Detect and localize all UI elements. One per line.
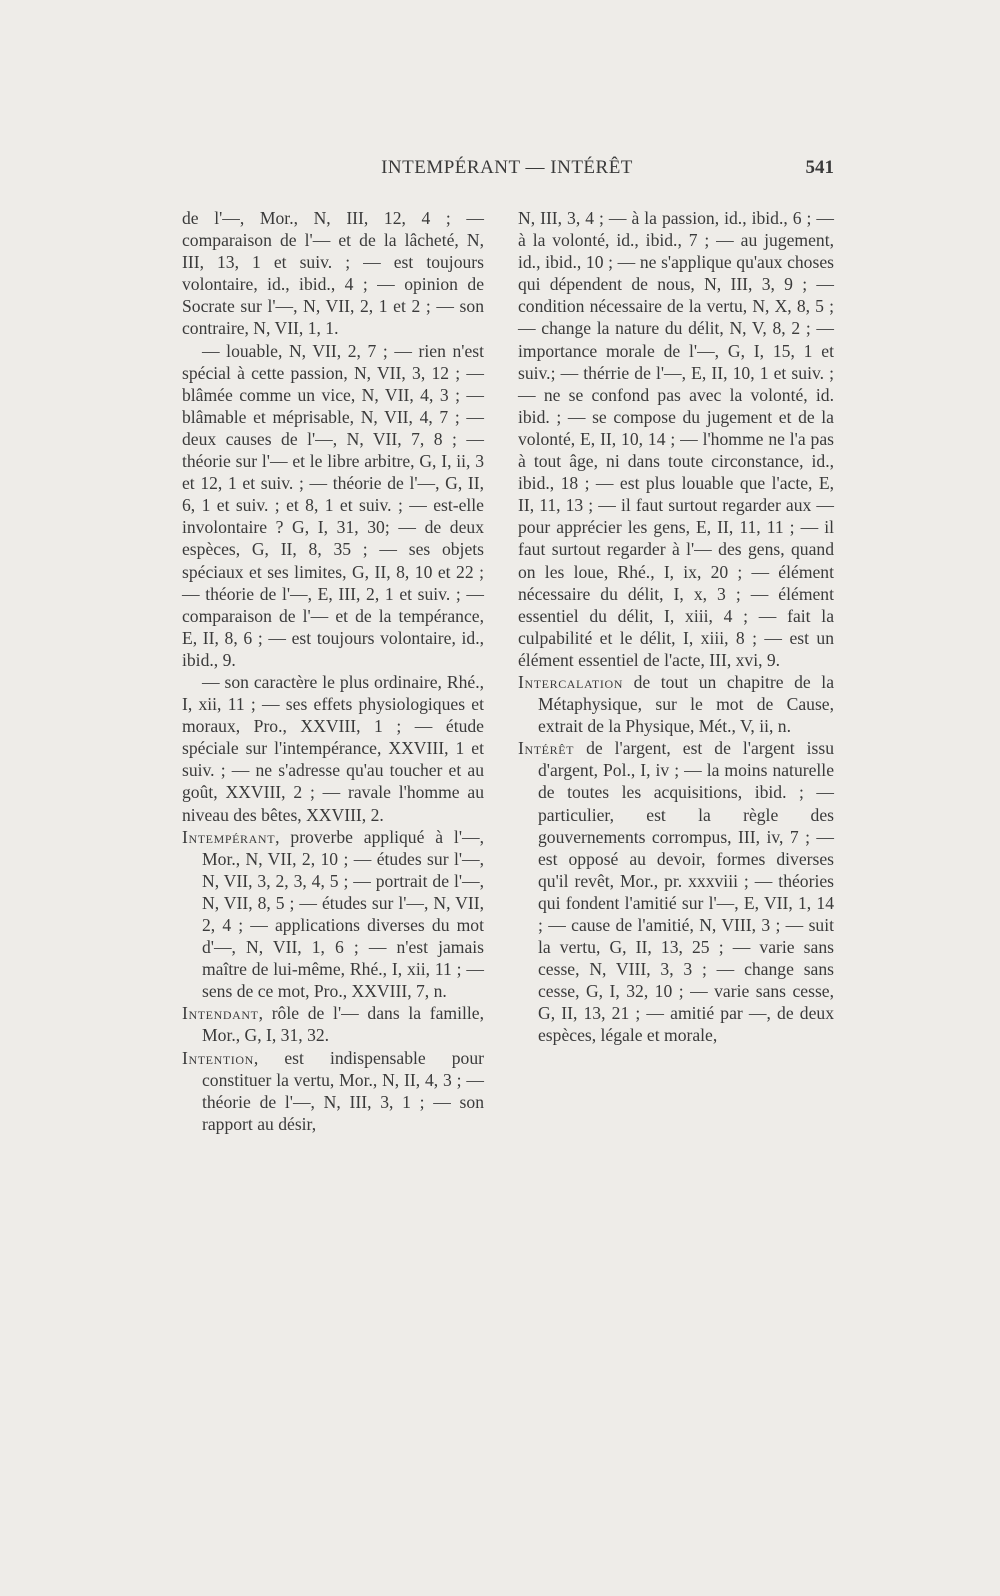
headword: Intendant: [182, 1003, 259, 1024]
entry-body: , est indispensable pour constituer la vertu, Mor., N, II, 4, 3 ; — théorie de l'—, N, III, 3, 1 ; — son rapport au désir,: [202, 1047, 484, 1134]
headword: Intercalation: [518, 671, 623, 692]
index-entry-intemperant: [182, 826, 484, 1003]
index-entry-interet: [518, 737, 834, 1046]
page-number: 541: [805, 157, 834, 178]
left-paragraph-caractere: — son caractère le plus ordinaire, Rhé., I, xii, 11 ; — ses effets physiologiques et moraux, Pro., XXVIII, 1 ; — étude spéciale sur l'intempérance, XXVIII, 1 et suiv. ; — ne s'adresse qu'au toucher et au goût, XXVIII, 2 ; — ravale l'homme au niveau des bêtes, XXVIII, 2.: [182, 671, 484, 825]
index-entry-intention: [182, 1047, 484, 1135]
left-paragraph-continuation: de l'—, Mor., N, III, 12, 4 ; — comparaison de l'— et de la lâcheté, N, III, 13, 1 et suiv. ; — est toujours volontaire, id., ibid., 4 ; — opinion de Socrate sur l'—, N, VII, 2, 1 et 2 ; — son contraire, N, VII, 1, 1.: [182, 208, 484, 339]
entry-body: de l'argent, est de l'argent issu d'argent, Pol., I, iv ; — la moins naturelle de toutes les acquisitions, ibid. ; — particulier, est la règle des gouvernements corrompus, III, iv, 7 ; — est opposé au devoir, formes diverses qu'il revêt, Mor., pr. xxxviii ; — théories qui fondent l'amitié sur l'—, E, VII, 1, 14 ; — cause de l'amitié, N, VIII, 3 ; — suit la vertu, G, II, 13, 25 ; — varie sans cesse, N, VIII, 3, 3 ; — change sans cesse, G, I, 32, 10 ; — varie sans cesse, G, II, 13, 21 ; — amitié par —, de deux espèces, légale et morale,: [538, 738, 834, 1046]
headword: Intention: [182, 1047, 254, 1068]
index-entry-intercalation: [518, 671, 834, 737]
page-header: [180, 157, 834, 187]
right-paragraph-continuation: N, III, 3, 4 ; — à la passion, id., ibid., 6 ; — à la volonté, id., ibid., 7 ; — au jugement, id., ibid., 10 ; — ne s'applique qu'aux choses qui dépendent de nous, N, III, 3, 9 ; — condition nécessaire de la vertu, N, X, 8, 5 ; — change la nature du délit, N, V, 8, 2 ; — importance morale de l'—, G, I, 15, 1 et suiv.; — thérrie de l'—, E, II, 10, 1 et suiv. ; — ne se confond pas avec la volonté, id. ibid. ; — se compose du jugement et de la volonté, E, II, 10, 14 ; — l'homme ne l'a pas à tout âge, ni dans toute circonstance, id., ibid., 18 ; — est plus louable que l'acte, E, II, 11, 13 ; — il faut surtout regarder aux — pour apprécier les gens, E, II, 11, 11 ; — il faut surtout regarder à l'— des gens, quand on les loue, Rhé., I, ix, 20 ; — élément nécessaire du délit, I, x, 3 ; — élément essentiel du délit, I, xiii, 4 ; — fait la culpabilité et le délit, I, xiii, 8 ; — est un élément essentiel de l'acte, III, xvi, 9.: [518, 208, 834, 670]
entry-body: , rôle de l'— dans la famille, Mor., G, I, 31, 32.: [202, 1003, 484, 1046]
left-column: [182, 207, 484, 1135]
running-head: INTEMPÉRANT — INTÉRÊT: [381, 157, 633, 178]
right-column: [518, 207, 834, 1047]
left-paragraph-louable: — louable, N, VII, 2, 7 ; — rien n'est spécial à cette passion, N, VII, 3, 12 ; — blâmée comme un vice, N, VII, 4, 3 ; — blâmable et méprisable, N, VII, 4, 7 ; — deux causes de l'—, N, VII, 7, 8 ; — théorie sur l'— et le libre arbitre, G, I, ii, 3 et 12, 1 et suiv. ; — théorie de l'—, G, II, 6, 1 et suiv. ; et 8, 1 et suiv. ; — est-elle involontaire ? G, I, 31, 30; — de deux espèces, G, II, 8, 35 ; — ses objets spéciaux et ses limites, G, II, 8, 10 et 22 ; — théorie de l'—, E, III, 2, 1 et suiv. ; — comparaison de l'— et de la tempérance, E, II, 8, 6 ; — est toujours volontaire, id., ibid., 9.: [182, 340, 484, 670]
index-entry-intendant: [182, 1002, 484, 1046]
headword: Intempérant: [182, 826, 276, 847]
entry-body: de tout un chapitre de la Métaphysique, sur le mot de Cause, extrait de la Physique, Mét., V, ii, n.: [538, 671, 834, 737]
headword: Intérêt: [518, 738, 575, 759]
entry-body: , proverbe appliqué à l'—, Mor., N, VII, 2, 10 ; — études sur l'—, N, VII, 3, 2, 3, 4, 5 ; — portrait de l'—, N, VII, 8, 5 ; — études sur l'—, N, VII, 2, 4 ; — applications diverses du mot d'—, N, VII, 1, 6 ; — n'est jamais maître de lui-même, Rhé., I, xii, 11 ; — sens de ce mot, Pro., XXVIII, 7, n.: [202, 826, 484, 1002]
